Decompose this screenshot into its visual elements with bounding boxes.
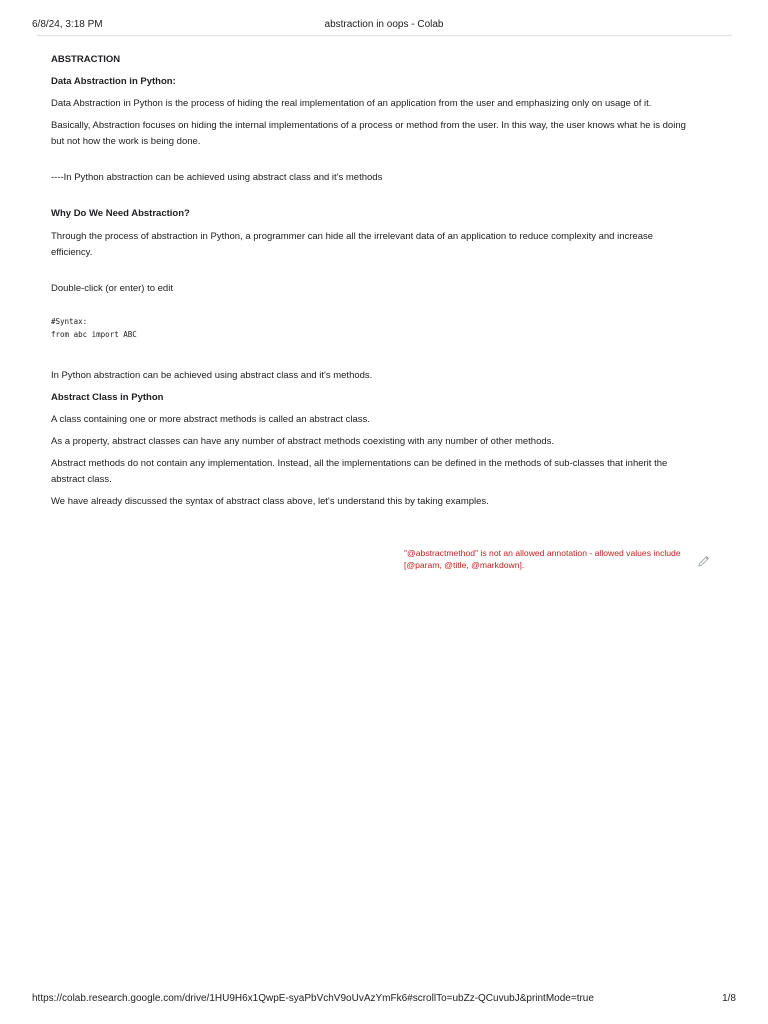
page-number: 1/8 [722, 993, 736, 1004]
code-cell[interactable] [51, 316, 696, 341]
paragraph-achieved-2: In Python abstraction can be achieved using abstract class and it's methods. [51, 370, 373, 381]
paragraph-property: As a property, abstract classes can have any number of abstract methods coexisting with any number of other methods. [51, 436, 555, 447]
print-url: https://colab.research.google.com/drive/1HU9H6x1QwpE-syaPbVchV9oUvAzYmFk6#scrollTo=ubZz-QCuvubJ&printMode=true [32, 993, 594, 1004]
paragraph-why: Through the process of abstraction in Python, a programmer can hide all the irrelevant data of an application to reduce complexity and increase efficiency. [51, 231, 654, 258]
edit-hint[interactable]: Double-click (or enter) to edit [51, 283, 173, 294]
code-line: #Syntax: [51, 317, 88, 326]
subheading-why-abstraction: Why Do We Need Abstraction? [51, 208, 190, 219]
pencil-icon[interactable] [697, 554, 711, 568]
paragraph-abstract-methods: Abstract methods do not contain any implementation. Instead, all the implementations can be defined in the methods of sub-classes that inherit the abstract class. [51, 458, 668, 485]
print-footer [0, 993, 768, 1007]
print-datetime: 6/8/24, 3:18 PM [32, 19, 103, 30]
subheading-abstract-class: Abstract Class in Python [51, 392, 164, 403]
paragraph-basically: Basically, Abstraction focuses on hiding the internal implementations of a process or method from the user. In this way, the user knows what he is doing but not how the work is being done. [51, 120, 686, 147]
paragraph-examples: We have already discussed the syntax of abstract class above, let's understand this by taking examples. [51, 496, 489, 507]
annotation-error-message: "@abstractmethod" is not an allowed annotation - allowed values include [@param, @title, @markdown]. [404, 548, 681, 570]
print-header [0, 0, 768, 36]
paragraph-achieved: ----In Python abstraction can be achieved using abstract class and it's methods [51, 172, 383, 183]
subheading-data-abstraction: Data Abstraction in Python: [51, 76, 176, 87]
code-line: from abc import ABC [51, 329, 137, 339]
paragraph-definition: Data Abstraction in Python is the process of hiding the real implementation of an application from the user and emphasizing only on usage of it. [51, 98, 652, 109]
header-divider [37, 35, 732, 36]
paragraph-abstract-class-def: A class containing one or more abstract methods is called an abstract class. [51, 414, 370, 425]
notebook-content [51, 52, 696, 510]
heading-abstraction: ABSTRACTION [51, 54, 121, 65]
print-page-title: abstraction in oops - Colab [324, 19, 444, 30]
